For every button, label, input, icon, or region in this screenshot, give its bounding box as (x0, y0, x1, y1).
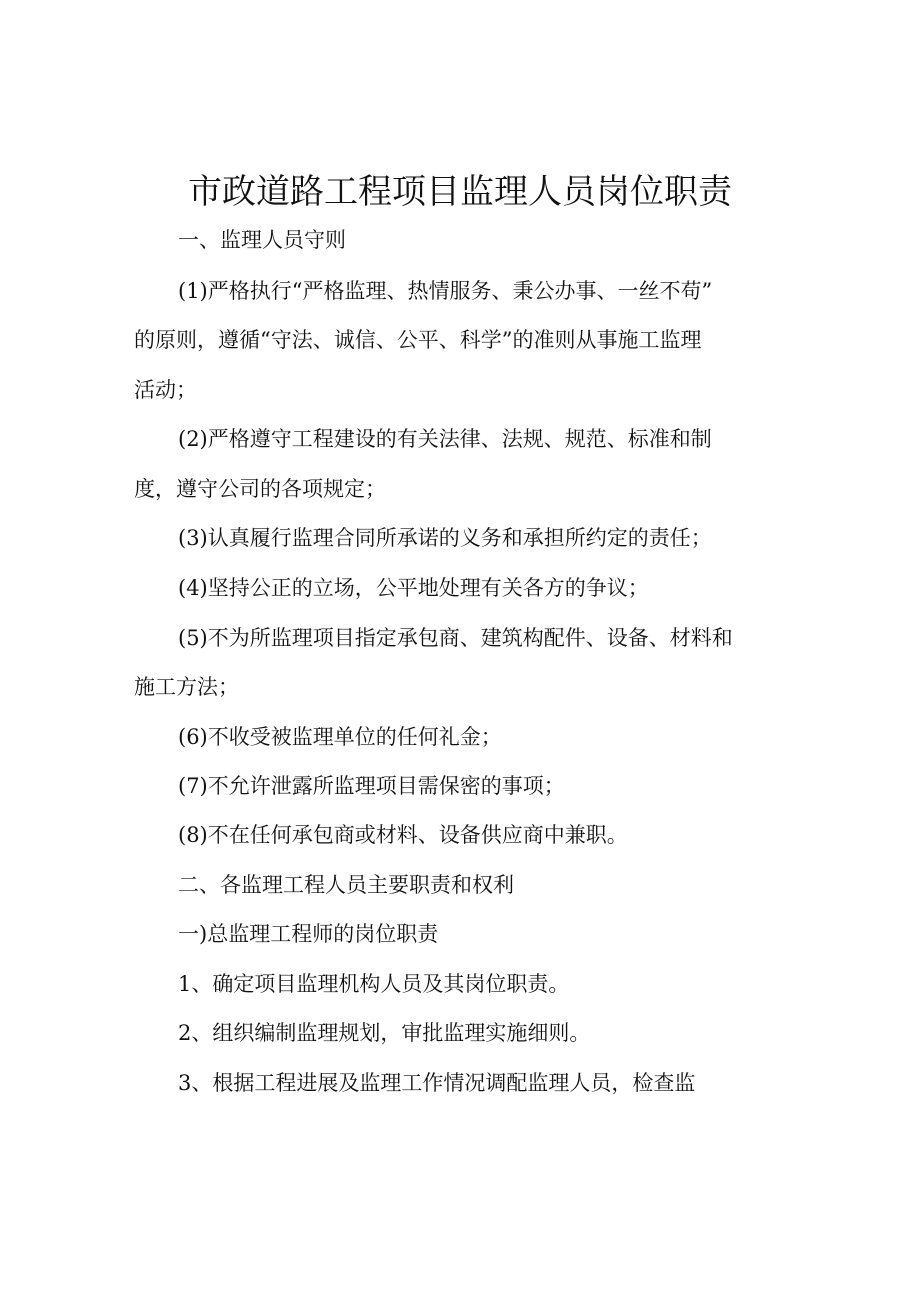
section-heading-2: 二、各监理工程人员主要职责和权利 (178, 873, 514, 897)
chief-engineer-duty-3: 3、根据工程进展及监理工作情况调配监理人员，检查监 (178, 1071, 696, 1095)
rule-2-line-1: (2)严格遵守工程建设的有关法律、法规、规范、标准和制 (178, 427, 712, 451)
rule-5-line-1: (5)不为所监理项目指定承包商、建筑构配件、设备、材料和 (178, 626, 733, 650)
rule-5-line-2: 施工方法； (134, 675, 239, 699)
rule-1-line-3: 活动； (134, 378, 197, 402)
rule-1-line-1: (1)严格执行“严格监理、热情服务、秉公办事、一丝不苟” (178, 279, 713, 303)
rule-2-line-2: 度，遵守公司的各项规定； (134, 477, 386, 501)
rule-8: (8)不在任何承包商或材料、设备供应商中兼职。 (178, 823, 628, 847)
document-title: 市政道路工程项目监理人员岗位职责 (188, 172, 732, 212)
chief-engineer-duty-2: 2、组织编制监理规划，审批监理实施细则。 (178, 1021, 591, 1045)
rule-4: (4)坚持公正的立场，公平地处理有关各方的争议； (178, 576, 649, 600)
subsection-heading-chief-engineer: 一)总监理工程师的岗位职责 (178, 922, 439, 946)
section-heading-1: 一、监理人员守则 (178, 228, 346, 252)
rule-7: (7)不允许泄露所监理项目需保密的事项； (178, 774, 565, 798)
rule-3: (3)认真履行监理合同所承诺的义务和承担所约定的责任； (178, 526, 712, 550)
rule-1-line-2: 的原则，遵循“守法、诚信、公平、科学”的准则从事施工监理 (134, 328, 702, 352)
chief-engineer-duty-1: 1、确定项目监理机构人员及其岗位职责。 (178, 972, 570, 996)
rule-6: (6)不收受被监理单位的任何礼金； (178, 725, 502, 749)
